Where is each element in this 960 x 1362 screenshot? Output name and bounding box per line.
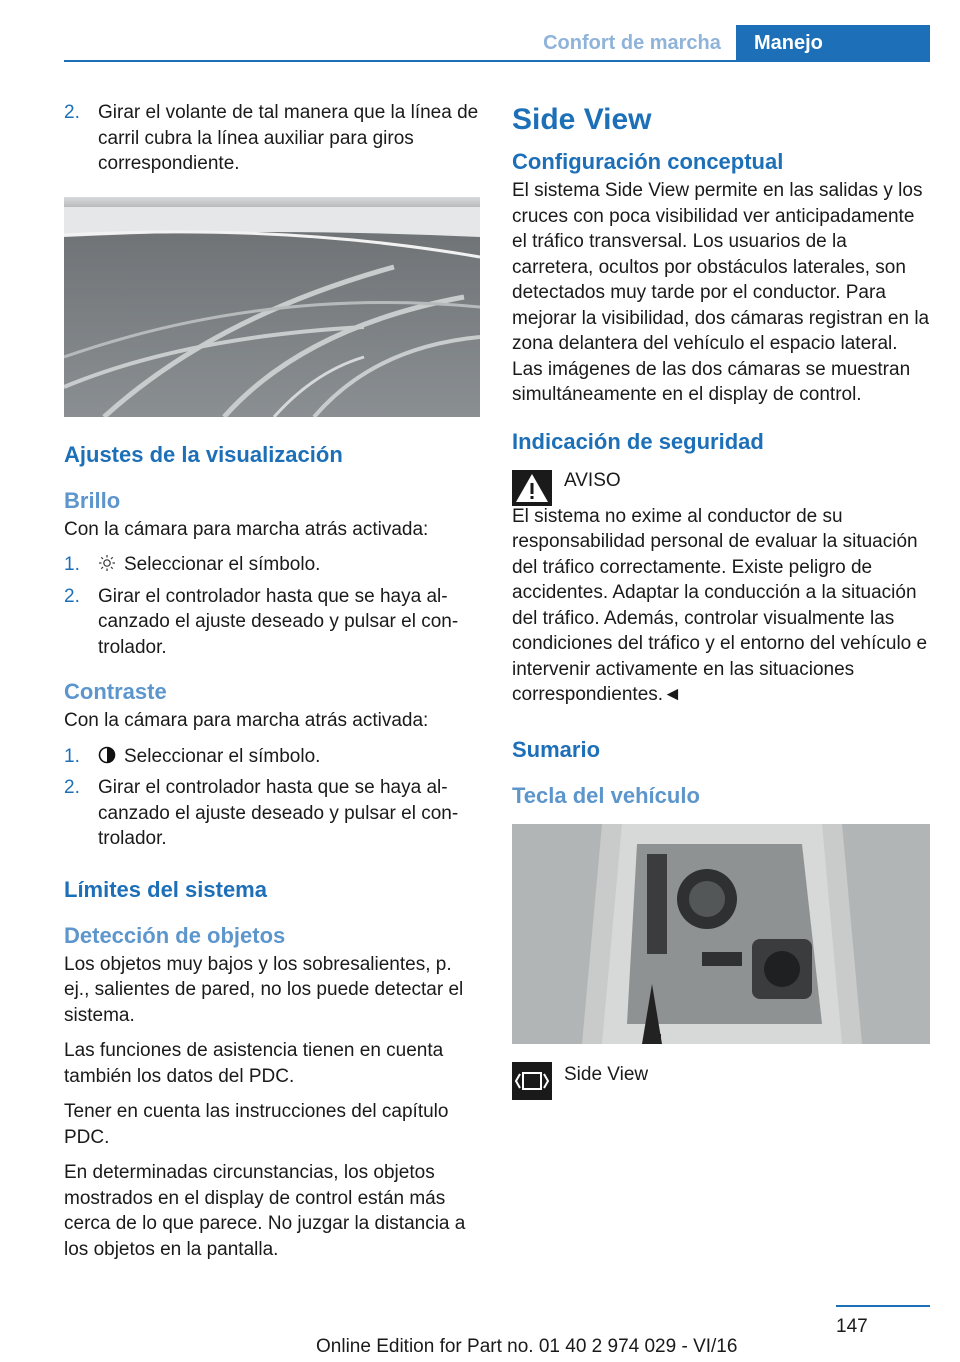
- step-text: Girar el controlador hasta que se haya alcanzado el ajuste deseado y pulsar el controlador.: [98, 777, 459, 849]
- side-view-title: Side View: [512, 103, 652, 136]
- warning-label: AVISO: [564, 469, 621, 491]
- display-settings-heading: Ajustes de la visualización: [64, 441, 343, 467]
- online-edition-note: Online Edition for Part no. 01 40 2 974 029 - VI/16: [316, 1336, 738, 1357]
- header-chapter-tab: Manejo: [736, 25, 930, 62]
- step-text: Girar el volante de tal manera que la línea de carril cubra la línea auxiliar para giros correspondiente.: [98, 102, 479, 174]
- object-detection-heading: Detección de objetos: [64, 922, 286, 948]
- vehicle-key-heading: Tecla del vehículo: [512, 782, 700, 808]
- center-console-image: [512, 824, 930, 1044]
- header-rule: [64, 60, 930, 62]
- step-number: 1.: [64, 745, 80, 767]
- step-item: [64, 552, 480, 578]
- step-text-wrap: [98, 552, 480, 578]
- step-item: [64, 100, 480, 177]
- paragraph: En determinadas circunstancias, los objetos mostrados en el display de control están más cerca de lo que parece. No juzgar la distancia a los objetos en la pantalla.: [64, 1162, 466, 1260]
- safety-heading: Indicación de seguridad: [512, 428, 764, 454]
- contrast-icon: [98, 746, 116, 764]
- right-column: [512, 100, 930, 1100]
- warning-triangle-icon: [512, 470, 552, 506]
- footer-rule: [836, 1305, 930, 1307]
- concept-heading: Configuración conceptual: [512, 149, 784, 174]
- contrast-heading: Contraste: [64, 679, 167, 704]
- brightness-intro: Con la cámara para marcha atrás activada:: [64, 518, 429, 540]
- step-number: 2.: [64, 777, 80, 798]
- warning-label-wrap: [564, 468, 621, 506]
- rear-camera-lane-image: [64, 197, 480, 417]
- summary-heading: Sumario: [512, 736, 601, 762]
- warning-text: El sistema no exime al conductor de su responsabilidad personal de evaluar la situación del tráfico correctamente. Existe peligro de accidentes. Adaptar la conducción a la situación del tráfico. Además, controlar visualmente las condiciones del tráfico y el entorno del vehículo e intervenir activamente en las situaciones correspondientes.◄: [512, 505, 928, 705]
- side-view-key-row: [512, 1062, 930, 1100]
- side-view-camera-icon: [512, 1062, 552, 1100]
- step-item: [64, 584, 480, 661]
- paragraph: Los objetos muy bajos y los sobresalientes, p. ej., salientes de pared, no los puede detectar el sistema.: [64, 953, 464, 1026]
- paragraph: Las funciones de asistencia tienen en cuenta también los datos del PDC.: [64, 1040, 444, 1087]
- step-text-wrap: [98, 744, 480, 770]
- step-item: [64, 775, 480, 852]
- brightness-heading: Brillo: [64, 487, 121, 513]
- step-text: Seleccionar el símbolo.: [124, 745, 321, 767]
- step-number: 2.: [64, 585, 80, 607]
- step-text: Girar el controlador hasta que se haya alcanzado el ajuste deseado y pulsar el controlador.: [98, 585, 459, 658]
- side-view-label: Side View: [564, 1063, 649, 1085]
- step-item: [64, 744, 480, 770]
- header-section-tab: Confort de marcha: [543, 32, 721, 54]
- step-number: 2.: [64, 102, 80, 123]
- step-text: Seleccionar el símbolo.: [124, 554, 321, 575]
- paragraph: Tener en cuenta las instrucciones del capítulo PDC.: [64, 1101, 449, 1148]
- brightness-icon: [98, 554, 116, 572]
- warning-block: [512, 468, 930, 506]
- contrast-intro: Con la cámara para marcha atrás activada:: [64, 710, 429, 731]
- system-limits-heading: Límites del sistema: [64, 876, 267, 902]
- step-number: 1.: [64, 554, 80, 575]
- left-column: [64, 100, 480, 1272]
- page-number: 147: [836, 1316, 868, 1337]
- concept-paragraph: El sistema Side View permite en las salidas y los cruces con poca visibilidad ver anticipadamente el tráfico transversal. Los usuarios de la carretera, ocultos por obstáculos laterales, son detectados muy tarde por el conductor. Para mejorar la visibilidad, dos cámaras registran en la zona delantera del vehículo el espacio lateral. Las imágenes de las dos cámaras se muestran simultáneamente en el display de control.: [512, 180, 930, 405]
